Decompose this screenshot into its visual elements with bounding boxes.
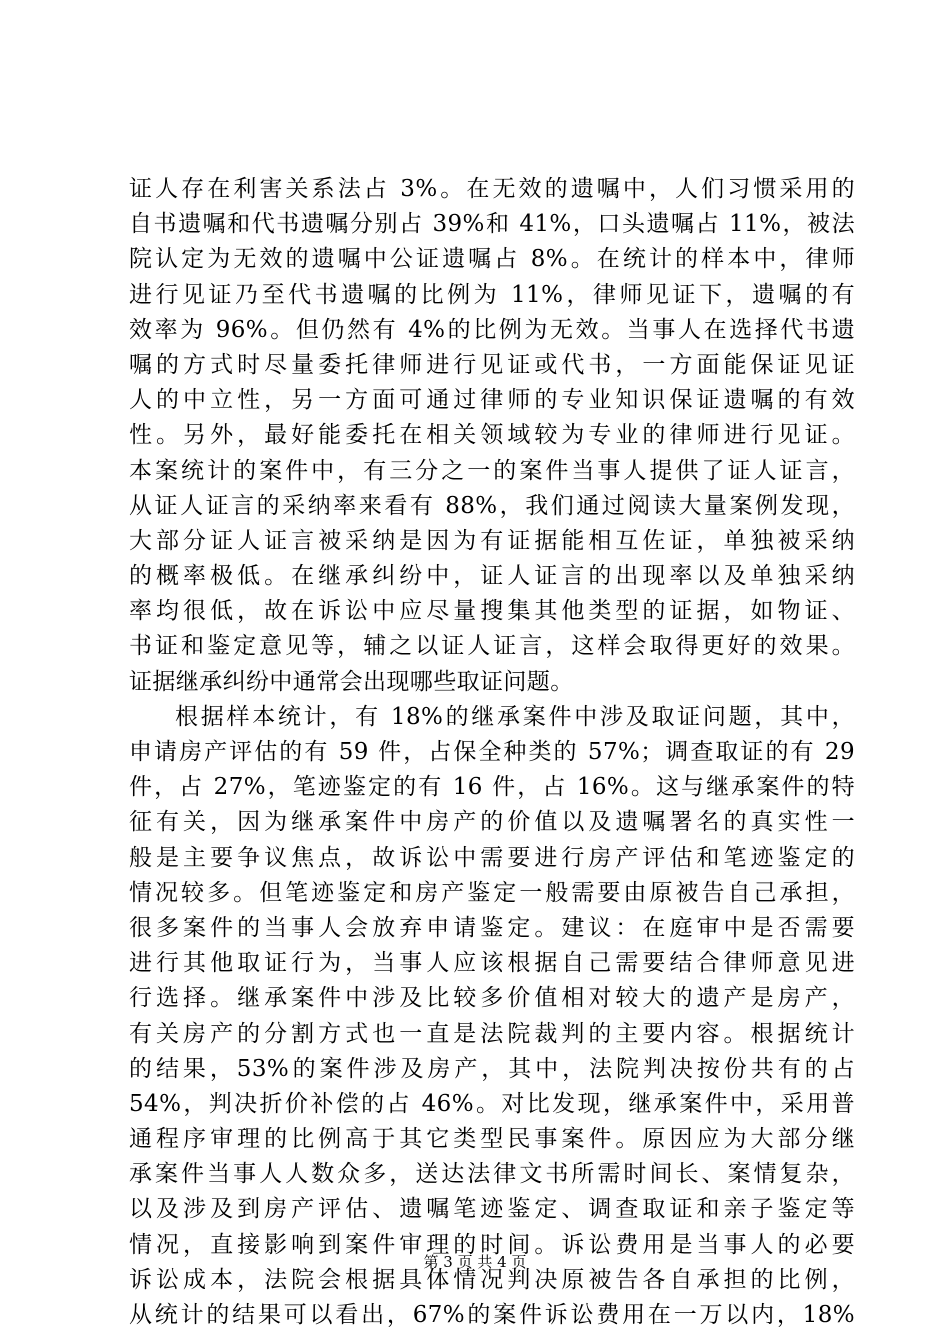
- text-line: 院认定为无效的遗嘱中公证遗嘱占 8%。在统计的样本中，律师: [129, 246, 855, 273]
- text-line: 件，占 27%，笔迹鉴定的有 16 件，占 16%。这与继承案件的特: [129, 774, 855, 801]
- text-line: 通程序审理的比例高于其它类型民事案件。原因应为大部分继: [129, 1126, 855, 1153]
- text-line: 性。另外，最好能委托在相关领域较为专业的律师进行见证。: [129, 422, 855, 449]
- text-line: 行选择。继承案件中涉及比较多价值相对较大的遗产是房产，: [129, 985, 855, 1012]
- text-line: 情况，直接影响到案件审理的时间。诉讼费用是当事人的必要: [129, 1231, 855, 1258]
- text-line: 嘱的方式时尽量委托律师进行见证或代书，一方面能保证见证: [129, 351, 855, 378]
- text-line: 诉讼成本，法院会根据具体情况判决原被告各自承担的比例，: [129, 1266, 855, 1293]
- text-line: 情况较多。但笔迹鉴定和房产鉴定一般需要由原被告自己承担，: [129, 879, 855, 906]
- text-line: 从证人证言的采纳率来看有 88%，我们通过阅读大量案例发现，: [129, 492, 855, 519]
- paragraph-first-line: 根据样本统计，有 18%的继承案件中涉及取证问题，其中，: [175, 703, 855, 730]
- text-line: 有关房产的分割方式也一直是法院裁判的主要内容。根据统计: [129, 1020, 855, 1047]
- text-line: 证人存在利害关系法占 3%。在无效的遗嘱中，人们习惯采用的: [129, 176, 855, 202]
- text-line: 本案统计的案件中，有三分之一的案件当事人提供了证人证言，: [129, 457, 855, 484]
- text-line: 大部分证人证言被采纳是因为有证据能相互佐证，单独被采纳: [129, 527, 855, 554]
- text-line: 自书遗嘱和代书遗嘱分别占 39%和 41%，口头遗嘱占 11%，被法: [129, 211, 855, 238]
- text-line: 书证和鉴定意见等，辅之以证人证言，这样会取得更好的效果。: [129, 633, 855, 660]
- text-line: 54%，判决折价补偿的占 46%。对比发现，继承案件中，采用普: [129, 1090, 855, 1117]
- text-line: 般是主要争议焦点，故诉讼中需要进行房产评估和笔迹鉴定的: [129, 844, 855, 871]
- body-text: [129, 172, 855, 1333]
- text-line: 很多案件的当事人会放弃申请鉴定。建议：在庭审中是否需要: [129, 914, 855, 941]
- text-line: 以及涉及到房产评估、遗嘱笔迹鉴定、调查取证和亲子鉴定等: [129, 1196, 855, 1223]
- text-line: 的结果，53%的案件涉及房产，其中，法院判决按份共有的占: [129, 1055, 855, 1082]
- text-line: 承案件当事人人数众多，送达法律文书所需时间长、案情复杂，: [129, 1161, 855, 1188]
- text-line: 证据继承纠纷中通常会出现哪些取证问题。: [129, 668, 574, 695]
- text-line: 征有关，因为继承案件中房产的价值以及遗嘱署名的真实性一: [129, 809, 855, 836]
- text-line: 进行其他取证行为，当事人应该根据自己需要结合律师意见进: [129, 950, 855, 977]
- text-line: 效率为 96%。但仍然有 4%的比例为无效。当事人在选择代书遗: [129, 316, 855, 343]
- text-line: 人的中立性，另一方面可通过律师的专业知识保证遗嘱的有效: [129, 387, 855, 414]
- page-number-footer: 第 3 页 共 4 页: [423, 1253, 527, 1271]
- text-line: 从统计的结果可以看出，67%的案件诉讼费用在一万以内，18%: [129, 1302, 855, 1328]
- text-line: 进行见证乃至代书遗嘱的比例为 11%，律师见证下，遗嘱的有: [129, 281, 855, 308]
- text-line: 率均很低，故在诉讼中应尽量搜集其他类型的证据，如物证、: [129, 598, 855, 625]
- text-line: 的概率极低。在继承纠纷中，证人证言的出现率以及单独采纳: [129, 563, 855, 590]
- text-line: 申请房产评估的有 59 件，占保全种类的 57%；调查取证的有 29: [129, 739, 855, 765]
